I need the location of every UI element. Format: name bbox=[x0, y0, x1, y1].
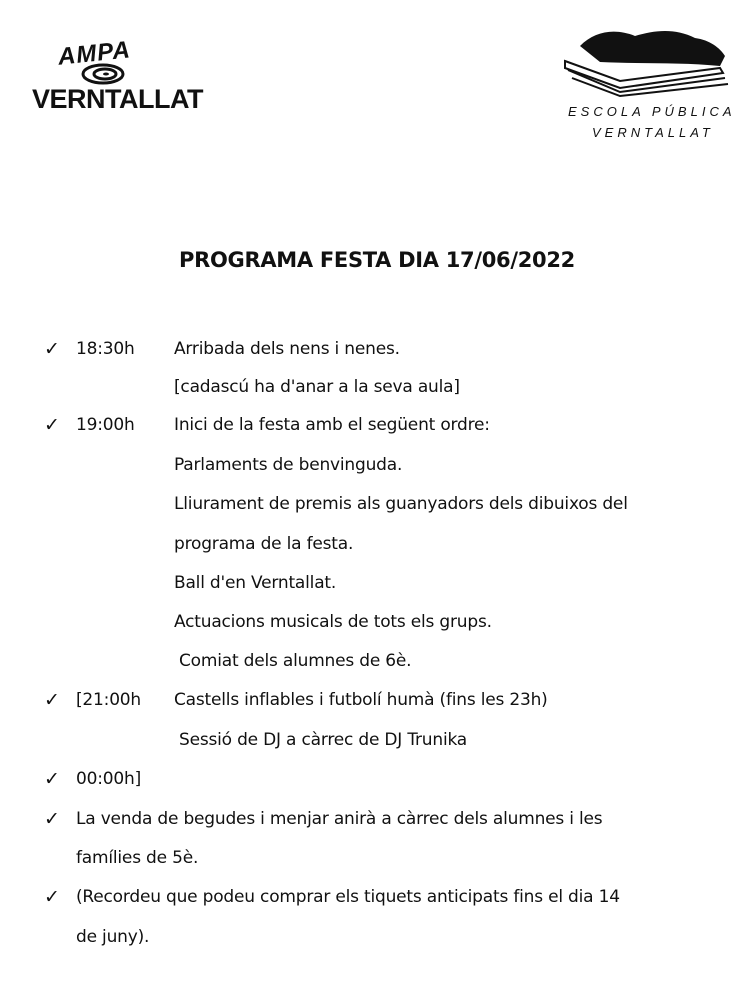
schedule-time: 00:00h] bbox=[76, 769, 141, 789]
mountain-book-icon bbox=[560, 26, 735, 101]
check-icon: ✓ bbox=[44, 887, 60, 908]
verntallat-logo-text: VERNTALLAT bbox=[32, 84, 203, 114]
schedule-line: Arribada dels nens i nenes. bbox=[174, 339, 400, 359]
schedule-line: Castells inflables i futbolí humà (fins les 23h) bbox=[174, 690, 548, 710]
schedule-line: [cadascú ha d'anar a la seva aula] bbox=[174, 377, 460, 397]
check-icon: ✓ bbox=[44, 809, 60, 830]
schedule-line: Comiat dels alumnes de 6è. bbox=[179, 651, 412, 671]
check-icon: ✓ bbox=[44, 769, 60, 790]
note-line: (Recordeu que podeu comprar els tiquets anticipats fins el dia 14 bbox=[76, 887, 620, 907]
ampa-logo bbox=[28, 36, 208, 126]
schedule-time: [21:00h bbox=[76, 690, 141, 710]
schedule-time: 18:30h bbox=[76, 339, 135, 359]
check-icon: ✓ bbox=[44, 415, 60, 436]
schedule-time: 19:00h bbox=[76, 415, 135, 435]
schedule-line: programa de la festa. bbox=[174, 534, 354, 554]
check-icon: ✓ bbox=[44, 339, 60, 360]
schedule-line: Sessió de DJ a càrrec de DJ Trunika bbox=[179, 730, 468, 750]
schedule-line: Parlaments de benvinguda. bbox=[174, 455, 403, 475]
note-line: La venda de begudes i menjar anirà a càrrec dels alumnes i les bbox=[76, 809, 603, 829]
school-name-line2: VERNTALLAT bbox=[592, 125, 714, 140]
schedule-line: Lliurament de premis als guanyadors dels dibuixos del bbox=[174, 494, 628, 514]
school-name-line1: ESCOLA PÚBLICA bbox=[568, 104, 736, 119]
schedule-line: Inici de la festa amb el següent ordre: bbox=[174, 415, 490, 435]
note-line: de juny). bbox=[76, 927, 150, 947]
school-logo bbox=[560, 26, 735, 146]
check-icon: ✓ bbox=[44, 690, 60, 711]
schedule-line: Ball d'en Verntallat. bbox=[174, 573, 337, 593]
page-title: PROGRAMA FESTA DIA 17/06/2022 bbox=[179, 248, 575, 272]
note-line: famílies de 5è. bbox=[76, 848, 199, 868]
ampa-logo-text: AMPA bbox=[56, 36, 133, 71]
schedule-line: Actuacions musicals de tots els grups. bbox=[174, 612, 492, 632]
